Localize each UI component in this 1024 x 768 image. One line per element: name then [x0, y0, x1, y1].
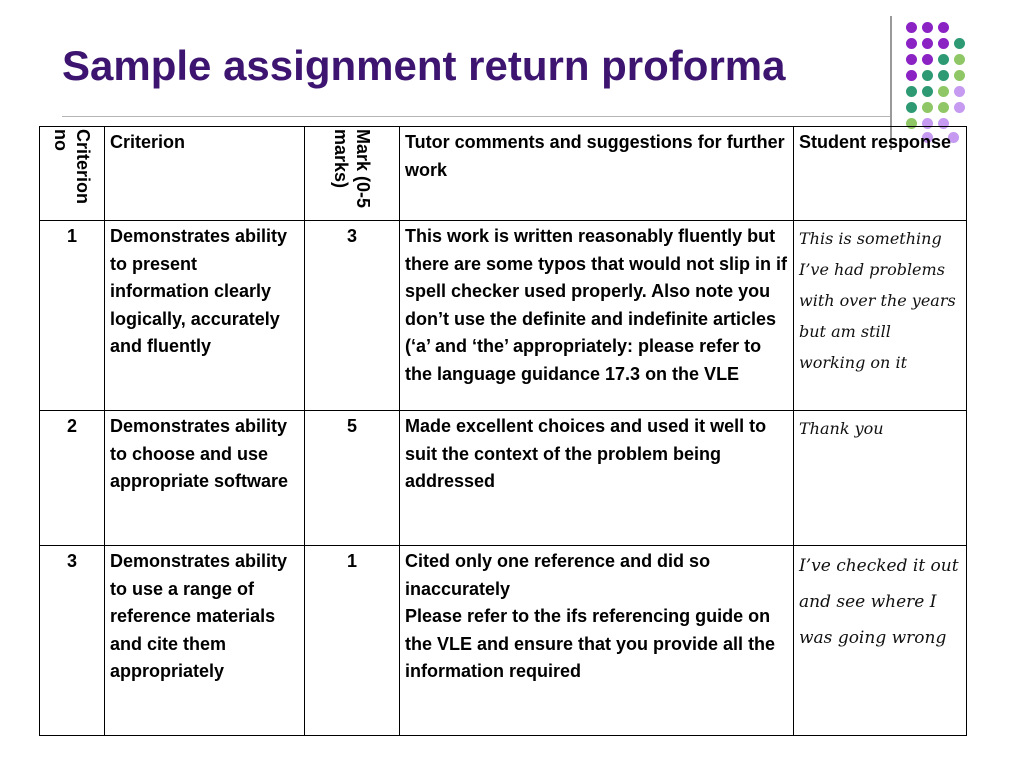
dot — [922, 22, 933, 33]
table-row — [40, 411, 967, 546]
dot — [954, 102, 965, 113]
handwritten-response: Thank you — [799, 419, 884, 438]
row-criterion-no: 1 — [40, 221, 105, 411]
dot — [954, 38, 965, 49]
table-row — [40, 221, 967, 411]
header-student-response: Student response — [794, 127, 967, 221]
row-mark: 5 — [305, 411, 400, 546]
dot — [954, 86, 965, 97]
row-mark: 3 — [305, 221, 400, 411]
dot — [906, 54, 917, 65]
page-title: Sample assignment return proforma — [62, 42, 786, 89]
header-criterion-no-label: Criterion no — [51, 129, 93, 205]
comment-paragraph: Cited only one reference and did so inaccurately — [405, 551, 711, 599]
assignment-proforma-table — [39, 126, 967, 736]
header-criterion: Criterion — [105, 127, 305, 221]
row-criterion: Demonstrates ability to use a range of reference materials and cite them appropriately — [105, 546, 305, 736]
row-student-response — [794, 411, 967, 546]
dot — [922, 102, 933, 113]
dot — [922, 70, 933, 81]
table-header-row — [40, 127, 967, 221]
dot — [954, 54, 965, 65]
row-tutor-comments: This work is written reasonably fluently but there are some typos that would not slip in if spell checker used properly. Also note you don’t use the definite and indefinite articles (‘a’ and ‘the’ appropriately: please refer to the language guidance 17.3 on the VLE — [400, 221, 794, 411]
header-mark — [305, 127, 400, 221]
comment-paragraph: Please refer to the ifs referencing guide on the VLE and ensure that you provide all the information required — [405, 606, 776, 681]
dot — [906, 38, 917, 49]
row-criterion-no: 2 — [40, 411, 105, 546]
dot — [938, 22, 949, 33]
table-row — [40, 546, 967, 736]
row-tutor-comments — [400, 546, 794, 736]
dot — [906, 70, 917, 81]
dot — [938, 54, 949, 65]
dot — [922, 86, 933, 97]
dot — [954, 70, 965, 81]
dot — [938, 70, 949, 81]
row-tutor-comments: Made excellent choices and used it well to suit the context of the problem being addressed — [400, 411, 794, 546]
row-criterion: Demonstrates ability to present information clearly logically, accurately and fluently — [105, 221, 305, 411]
dot — [906, 86, 917, 97]
dot — [922, 38, 933, 49]
row-criterion: Demonstrates ability to choose and use appropriate software — [105, 411, 305, 546]
dot — [938, 38, 949, 49]
row-criterion-no: 3 — [40, 546, 105, 736]
dot — [922, 54, 933, 65]
header-criterion-no — [40, 127, 105, 221]
handwritten-response: I’ve checked it out and see where I was going wrong — [799, 556, 959, 648]
row-student-response — [794, 221, 967, 411]
title-divider — [62, 116, 892, 117]
row-student-response — [794, 546, 967, 736]
header-tutor-comments: Tutor comments and suggestions for further work — [400, 127, 794, 221]
handwritten-response: This is something I’ve had problems with over the years but am still working on it — [799, 229, 956, 372]
row-mark: 1 — [305, 546, 400, 736]
dot — [906, 102, 917, 113]
dot — [906, 22, 917, 33]
header-mark-label: Mark (0-5 marks) — [331, 129, 373, 209]
dot — [938, 86, 949, 97]
dot — [938, 102, 949, 113]
